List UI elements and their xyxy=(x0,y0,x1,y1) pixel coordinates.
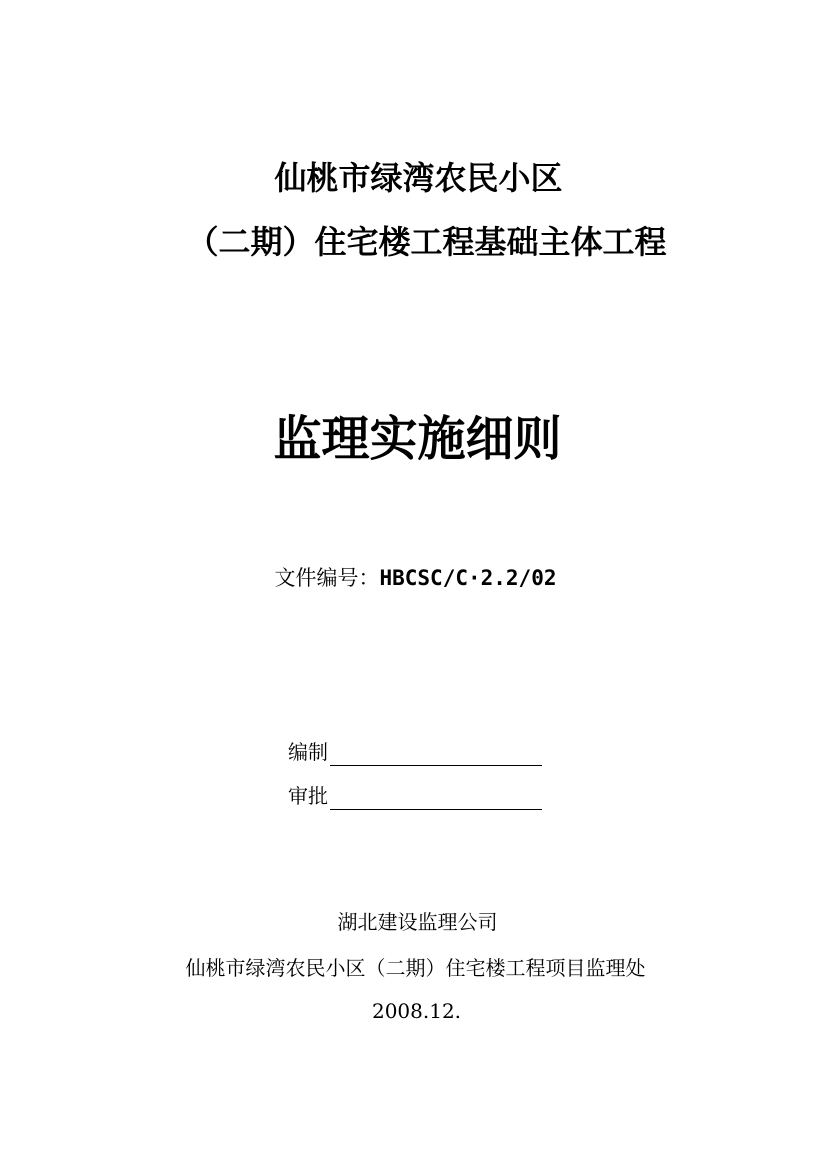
document-number xyxy=(0,564,827,592)
document-number-value: HBCSC/C·2.2/02 xyxy=(379,566,557,590)
project-title-line-2: （二期）住宅楼工程基础主体工程 xyxy=(186,223,667,261)
document-number-label: 文件编号： xyxy=(274,566,380,590)
compile-label: 编制 xyxy=(288,740,328,764)
project-title-line-1: 仙桃市绿湾农民小区 xyxy=(274,159,563,197)
company-name: 湖北建设监理公司 xyxy=(337,910,498,934)
approve-signature-row xyxy=(288,782,542,810)
document-date: 2008.12. xyxy=(371,999,462,1023)
compile-signature-line xyxy=(330,743,542,766)
project-office-name: 仙桃市绿湾农民小区（二期）住宅楼工程项目监理处 xyxy=(185,956,646,980)
approve-signature-line xyxy=(330,787,542,810)
compile-signature-row xyxy=(288,738,542,766)
document-main-title: 监理实施细则 xyxy=(273,411,562,467)
approve-label: 审批 xyxy=(288,784,328,808)
